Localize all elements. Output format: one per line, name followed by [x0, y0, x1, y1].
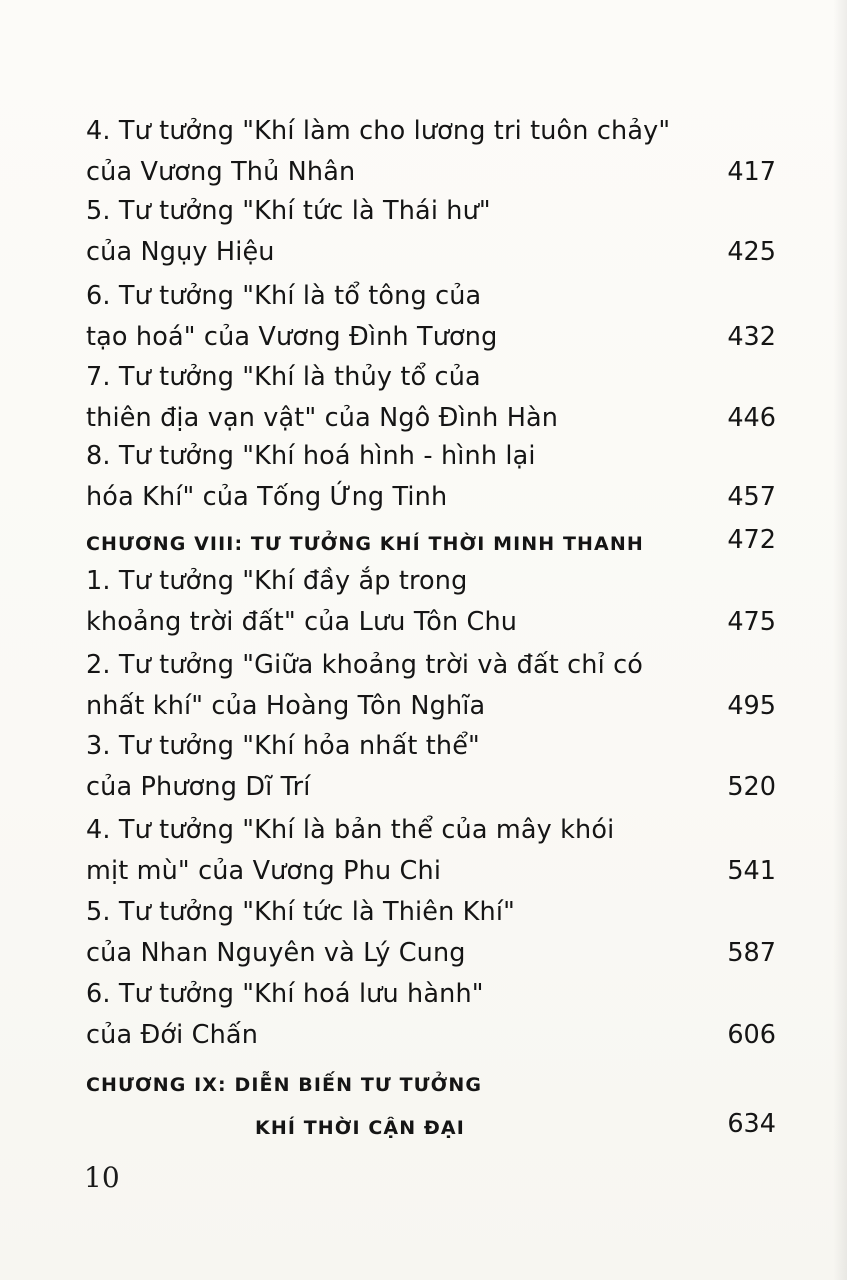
- toc-entry-page-number: 541: [727, 856, 776, 886]
- toc-entry-title-line1: 5. Tư tưởng "Khí tức là Thiên Khí": [86, 897, 515, 927]
- toc-entry-page-number: 457: [727, 482, 776, 512]
- toc-entry-title-line1: 7. Tư tưởng "Khí là thủy tổ của: [86, 362, 481, 392]
- toc-entry-page-number: 587: [727, 938, 776, 968]
- toc-entry-title-line2: khoảng trời đất" của Lưu Tôn Chu: [86, 607, 518, 637]
- toc-entry-title-line2: thiên địa vạn vật" của Ngô Đình Hàn: [86, 403, 559, 433]
- toc-entry-title-line2: mịt mù" của Vương Phu Chi: [86, 856, 442, 886]
- chapter-page-number: 472: [727, 525, 776, 555]
- toc-entry-title-line2: của Phương Dĩ Trí: [86, 772, 311, 802]
- toc-entry-title-line1: 6. Tư tưởng "Khí là tổ tông của: [86, 281, 482, 311]
- chapter-page-number: 634: [727, 1109, 776, 1139]
- toc-entry-title-line1: 1. Tư tưởng "Khí đầy ắp trong: [86, 566, 468, 596]
- toc-entry-page-number: 417: [727, 157, 776, 187]
- toc-entry-title-line1: 5. Tư tưởng "Khí tức là Thái hư": [86, 196, 491, 226]
- toc-entry-page-number: 495: [727, 691, 776, 721]
- toc-entry-title-line2: hóa Khí" của Tống Ứng Tinh: [86, 482, 448, 512]
- toc-entry-title-line1: 4. Tư tưởng "Khí là bản thể của mây khói: [86, 815, 615, 845]
- toc-entry-title-line1: 3. Tư tưởng "Khí hỏa nhất thể": [86, 731, 480, 761]
- toc-entry-page-number: 606: [727, 1020, 776, 1050]
- toc-entry-title-line1: 2. Tư tưởng "Giữa khoảng trời và đất chỉ có: [86, 650, 644, 680]
- toc-entry-title-line2: của Ngụy Hiệu: [86, 237, 275, 267]
- toc-entry-page-number: 432: [727, 322, 776, 352]
- toc-entry-page-number: 520: [727, 772, 776, 802]
- toc-entry-page-number: 446: [727, 403, 776, 433]
- chapter-title-line1: CHƯƠNG IX: DIỄN BIẾN TƯ TƯỞNG: [86, 1074, 483, 1096]
- toc-entry-page-number: 475: [727, 607, 776, 637]
- toc-entry-title-line1: 4. Tư tưởng "Khí làm cho lương tri tuôn chảy": [86, 116, 671, 146]
- toc-entry-title-line2: của Nhan Nguyên và Lý Cung: [86, 938, 466, 968]
- toc-entry-title-line2: của Đới Chấn: [86, 1020, 259, 1050]
- toc-entry-title-line2: tạo hoá" của Vương Đình Tương: [86, 322, 498, 352]
- page-folio-number: 10: [84, 1161, 120, 1194]
- chapter-title-line2: KHÍ THỜI CẬN ĐẠI: [255, 1117, 465, 1139]
- toc-entry-page-number: 425: [727, 237, 776, 267]
- chapter-title: CHƯƠNG VIII: TƯ TƯỞNG KHÍ THỜI MINH THANH: [86, 533, 644, 555]
- toc-entry-title-line1: 6. Tư tưởng "Khí hoá lưu hành": [86, 979, 484, 1009]
- toc-entry-title-line1: 8. Tư tưởng "Khí hoá hình - hình lại: [86, 441, 536, 471]
- toc-entry-title-line2: nhất khí" của Hoàng Tôn Nghĩa: [86, 691, 486, 721]
- toc-entry-title-line2: của Vương Thủ Nhân: [86, 157, 356, 187]
